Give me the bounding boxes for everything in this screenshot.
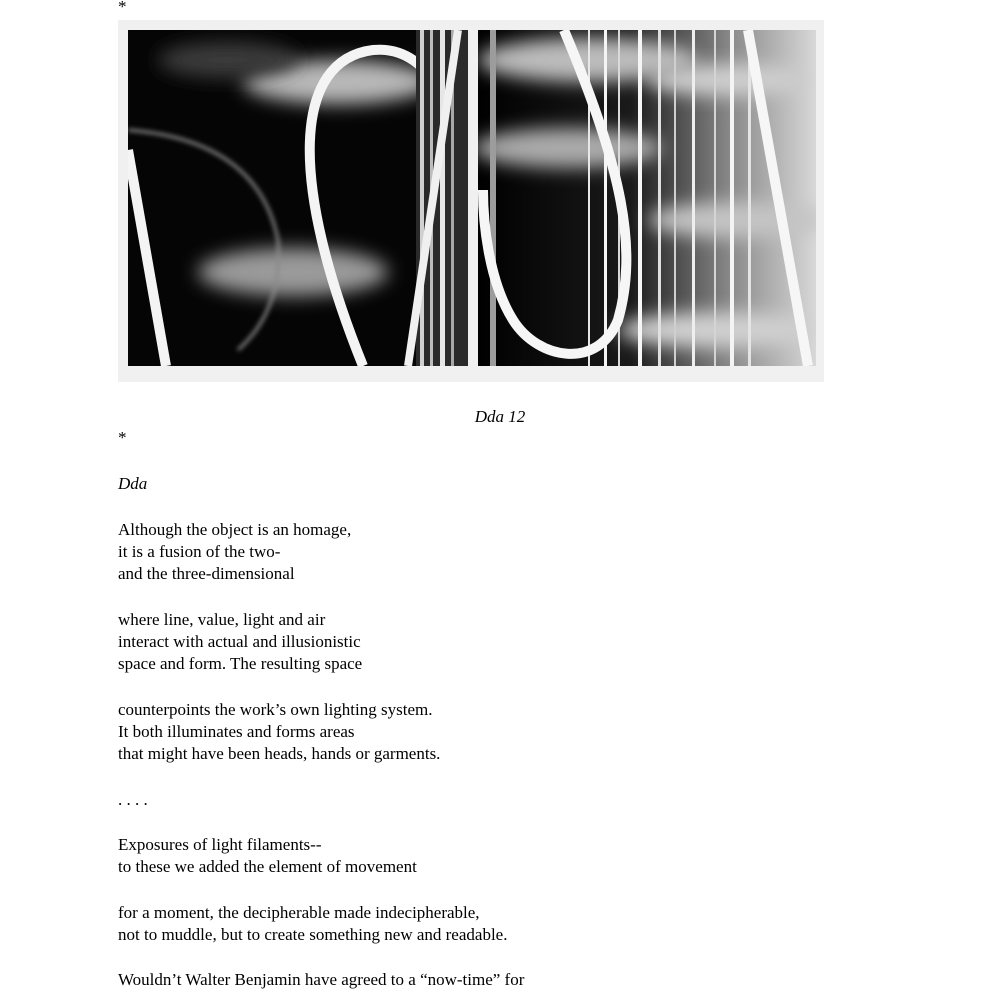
poem-line: that might have been heads, hands or garments.: [118, 744, 441, 763]
poem-line: and the three-dimensional: [118, 564, 295, 583]
poem-line: space and form. The resulting space: [118, 654, 363, 673]
poem-line: counterpoints the work’s own lighting system.: [118, 700, 433, 719]
poem-line: Wouldn’t Walter Benjamin have agreed to a “now-time” for: [118, 970, 525, 989]
poem-line: for a moment, the decipherable made indecipherable,: [118, 903, 480, 922]
poem-title: Dda: [118, 474, 148, 493]
poem-line: to these we added the element of movement: [118, 857, 417, 876]
poem-line: interact with actual and illusionistic: [118, 632, 361, 651]
poem-line: it is a fusion of the two-: [118, 542, 281, 561]
poem-line: It both illuminates and forms areas: [118, 722, 355, 741]
poem-line: Exposures of light filaments--: [118, 835, 322, 854]
separator-asterisk-top: *: [118, 0, 127, 16]
separator-asterisk-mid: *: [118, 428, 127, 447]
artwork-photograph: [118, 20, 824, 382]
poem-line: Although the object is an homage,: [118, 520, 352, 539]
poem-line: not to muddle, but to create something new and readable.: [118, 925, 508, 944]
figure-caption: Dda 12: [474, 407, 526, 426]
poem-ellipsis: . . . .: [118, 790, 148, 809]
poem-line: where line, value, light and air: [118, 610, 326, 629]
